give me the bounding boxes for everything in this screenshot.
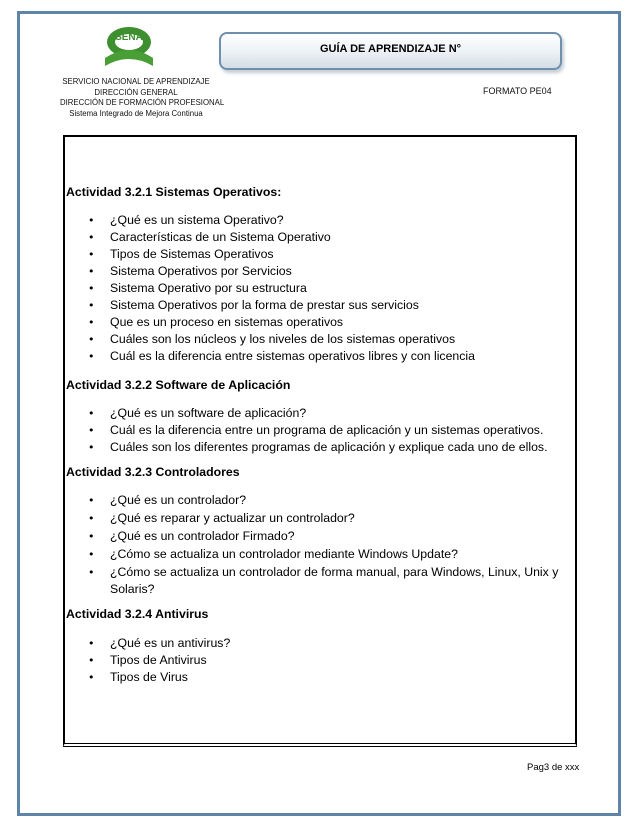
bullet-icon: • [88, 512, 95, 525]
bullet-icon: • [88, 441, 95, 454]
document-title: GUÍA DE APRENDIZAJE N° [319, 43, 462, 55]
section-title-sistemas-operativos: Actividad 3.2.1 Sistemas Operativos: [66, 185, 282, 199]
bullet-icon: • [88, 407, 95, 420]
bullet-icon: • [88, 333, 95, 346]
section-title-antivirus: Actividad 3.2.4 Antivirus [66, 607, 209, 621]
bullet-icon: • [88, 265, 95, 278]
bullet-icon: • [88, 424, 95, 437]
organization-block [60, 77, 225, 119]
org-line-1: SERVICIO NACIONAL DE APRENDIZAJE [62, 77, 210, 86]
format-code: FORMATO PE04 [483, 86, 552, 96]
section-title-software-aplicacion: Actividad 3.2.2 Software de Aplicación [66, 378, 291, 392]
list-item: ¿Qué es un controlador Firmado? [110, 529, 295, 543]
list-item: ¿Qué es un software de aplicación? [110, 406, 307, 420]
list-item: Cuáles son los diferentes programas de aplicación y explique cada uno de ellos. [110, 440, 548, 454]
list-item: ¿Qué es un sistema Operativo? [110, 213, 284, 227]
list-item: Sistema Operativos por la forma de prestar sus servicios [110, 298, 419, 312]
list-item: Que es un proceso en sistemas operativos [110, 315, 344, 329]
org-line-3: DIRECCIÓN DE FORMACIÓN PROFESIONAL [60, 98, 225, 107]
sena-logo [99, 18, 159, 78]
bullet-icon: • [88, 214, 95, 227]
bullet-icon: • [88, 494, 95, 507]
bullet-icon: • [88, 548, 95, 561]
bullet-icon: • [88, 637, 95, 650]
bullet-icon: • [88, 671, 95, 684]
list-item: Características de un Sistema Operativo [110, 230, 331, 244]
section-title-controladores: Actividad 3.2.3 Controladores [66, 465, 240, 479]
page-number: Pag3 de xxx [527, 762, 580, 773]
bullet-icon: • [88, 282, 95, 295]
list-item: Cuáles son los núcleos y los niveles de los sistemas operativos [110, 332, 456, 346]
list-item: Sistema Operativos por Servicios [110, 264, 292, 278]
org-line-4: Sistema Integrado de Mejora Continua [69, 108, 203, 118]
logo-wordmark: SENA [115, 32, 143, 43]
bullet-icon: • [88, 248, 95, 261]
bullet-icon: • [88, 530, 95, 543]
list-item: Cuál es la diferencia entre sistemas operativos libres y con licencia [110, 349, 475, 363]
list-item: ¿Cómo se actualiza un controlador de forma manual, para Windows, Linux, Unix y Solaris? [110, 565, 559, 596]
bullet-icon: • [88, 299, 95, 312]
list-item: Cuál es la diferencia entre un programa de aplicación y un sistemas operativos. [110, 423, 544, 437]
bullet-icon: • [88, 231, 95, 244]
list-item: ¿Cómo se actualiza un controlador mediante Windows Update? [110, 547, 458, 561]
list-item: ¿Qué es reparar y actualizar un controlador? [110, 511, 355, 525]
bullet-icon: • [88, 316, 95, 329]
bullet-icon: • [88, 654, 95, 667]
list-item: Tipos de Antivirus [110, 653, 207, 667]
bullet-icon: • [88, 350, 95, 363]
bullet-icon: • [88, 566, 95, 579]
title-banner [219, 32, 562, 70]
list-item: ¿Qué es un controlador? [110, 493, 247, 507]
list-item: Tipos de Sistemas Operativos [110, 247, 274, 261]
list-item: Sistema Operativo por su estructura [110, 281, 307, 295]
org-line-2: DIRECCIÓN GENERAL [94, 87, 178, 97]
list-item: ¿Qué es un antivirus? [110, 636, 231, 650]
list-item: Tipos de Virus [110, 670, 188, 684]
